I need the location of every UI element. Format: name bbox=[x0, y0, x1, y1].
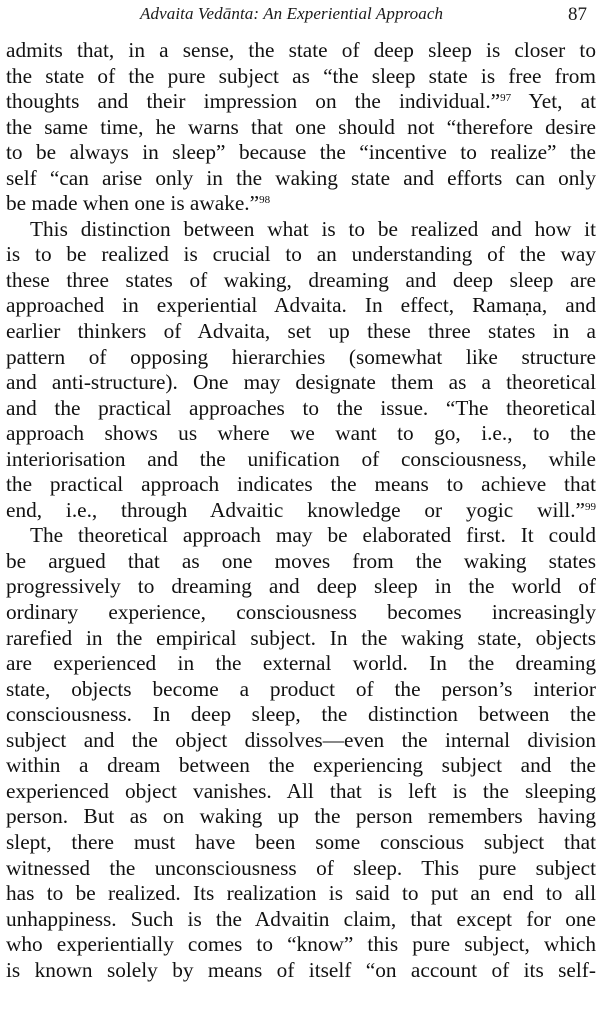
footnote-marker: 98 bbox=[259, 194, 271, 207]
text-segment: be made when one is awake.” bbox=[6, 191, 260, 216]
text-line: be argued that as one moves from the waking states bbox=[6, 548, 596, 573]
paragraph-2 bbox=[6, 217, 596, 524]
paragraph-1 bbox=[6, 38, 596, 217]
text-line: admits that, in a sense, the state of deep sleep is closer to bbox=[6, 38, 596, 62]
text-line: The theoretical approach may be elaborated first. It could bbox=[30, 523, 596, 548]
text-segment: end, i.e., through Advaitic knowledge or yogic will.” bbox=[6, 497, 585, 522]
text-line: progressively to dreaming and deep sleep in the world of bbox=[6, 574, 596, 599]
text-line bbox=[6, 191, 596, 217]
text-line bbox=[6, 498, 596, 524]
text-line: ordinary experience, consciousness becomes increasingly bbox=[6, 600, 596, 625]
text-line: experienced object vanishes. All that is left is the sleeping bbox=[6, 778, 596, 803]
footnote-marker: 99 bbox=[585, 500, 596, 513]
text-line: the state of the pure subject as “the sleep state is free from bbox=[6, 63, 596, 88]
text-line: and the practical approaches to the issue. “The theoretical bbox=[6, 395, 596, 420]
text-line: these three states of waking, dreaming and deep sleep are bbox=[6, 267, 596, 292]
text-line: subject and the object dissolves—even the internal division bbox=[6, 727, 596, 752]
text-line: witnessed the unconsciousness of sleep. This pure subject bbox=[6, 855, 596, 880]
page-header bbox=[0, 4, 600, 28]
text-line: consciousness. In deep sleep, the distinction between the bbox=[6, 702, 596, 727]
text-line: is to be realized is crucial to an understanding of the way bbox=[6, 242, 596, 267]
paragraph-3 bbox=[6, 523, 596, 983]
body-text bbox=[6, 38, 596, 983]
text-line: has to be realized. Its realization is said to put an end to all bbox=[6, 881, 596, 906]
text-line: within a dream between the experiencing subject and the bbox=[6, 753, 596, 778]
text-line: and anti-structure). One may designate them as a theoretical bbox=[6, 370, 596, 395]
text-line: the same time, he warns that one should not “therefore desire bbox=[6, 114, 596, 139]
text-line: state, objects become a product of the person’s interior bbox=[6, 676, 596, 701]
text-line: the practical approach indicates the means to achieve that bbox=[6, 472, 596, 497]
text-line: interiorisation and the unification of consciousness, while bbox=[6, 446, 596, 471]
text-line: who experientially comes to “know” this pure subject, which bbox=[6, 932, 596, 957]
text-segment: thoughts and their impression on the individual.” bbox=[6, 89, 501, 114]
page-number: 87 bbox=[568, 4, 587, 25]
text-segment: Yet, at bbox=[511, 89, 596, 114]
footnote-marker: 97 bbox=[500, 92, 512, 105]
text-line: approached in experiential Advaita. In effect, Ramaṇa, and bbox=[6, 293, 596, 318]
text-line: earlier thinkers of Advaita, set up these three states in a bbox=[6, 319, 596, 344]
text-line: self “can arise only in the waking state and efforts can only bbox=[6, 165, 596, 190]
text-line: rarefied in the empirical subject. In the waking state, objects bbox=[6, 625, 596, 650]
running-title: Advaita Vedānta: An Experiential Approach bbox=[140, 4, 444, 23]
text-line: This distinction between what is to be realized and how it bbox=[30, 216, 596, 241]
text-line: are experienced in the external world. In the dreaming bbox=[6, 651, 596, 676]
text-line bbox=[6, 89, 596, 115]
text-line: approach shows us where we want to go, i.e., to the bbox=[6, 421, 596, 446]
text-line: is known solely by means of itself “on account of its self- bbox=[6, 957, 596, 982]
text-line: unhappiness. Such is the Advaitin claim, that except for one bbox=[6, 906, 596, 931]
text-line: person. But as on waking up the person remembers having bbox=[6, 804, 596, 829]
text-line: to be always in sleep” because the “incentive to realize” the bbox=[6, 140, 596, 165]
text-line: pattern of opposing hierarchies (somewhat like structure bbox=[6, 344, 596, 369]
text-line: slept, there must have been some conscious subject that bbox=[6, 829, 596, 854]
